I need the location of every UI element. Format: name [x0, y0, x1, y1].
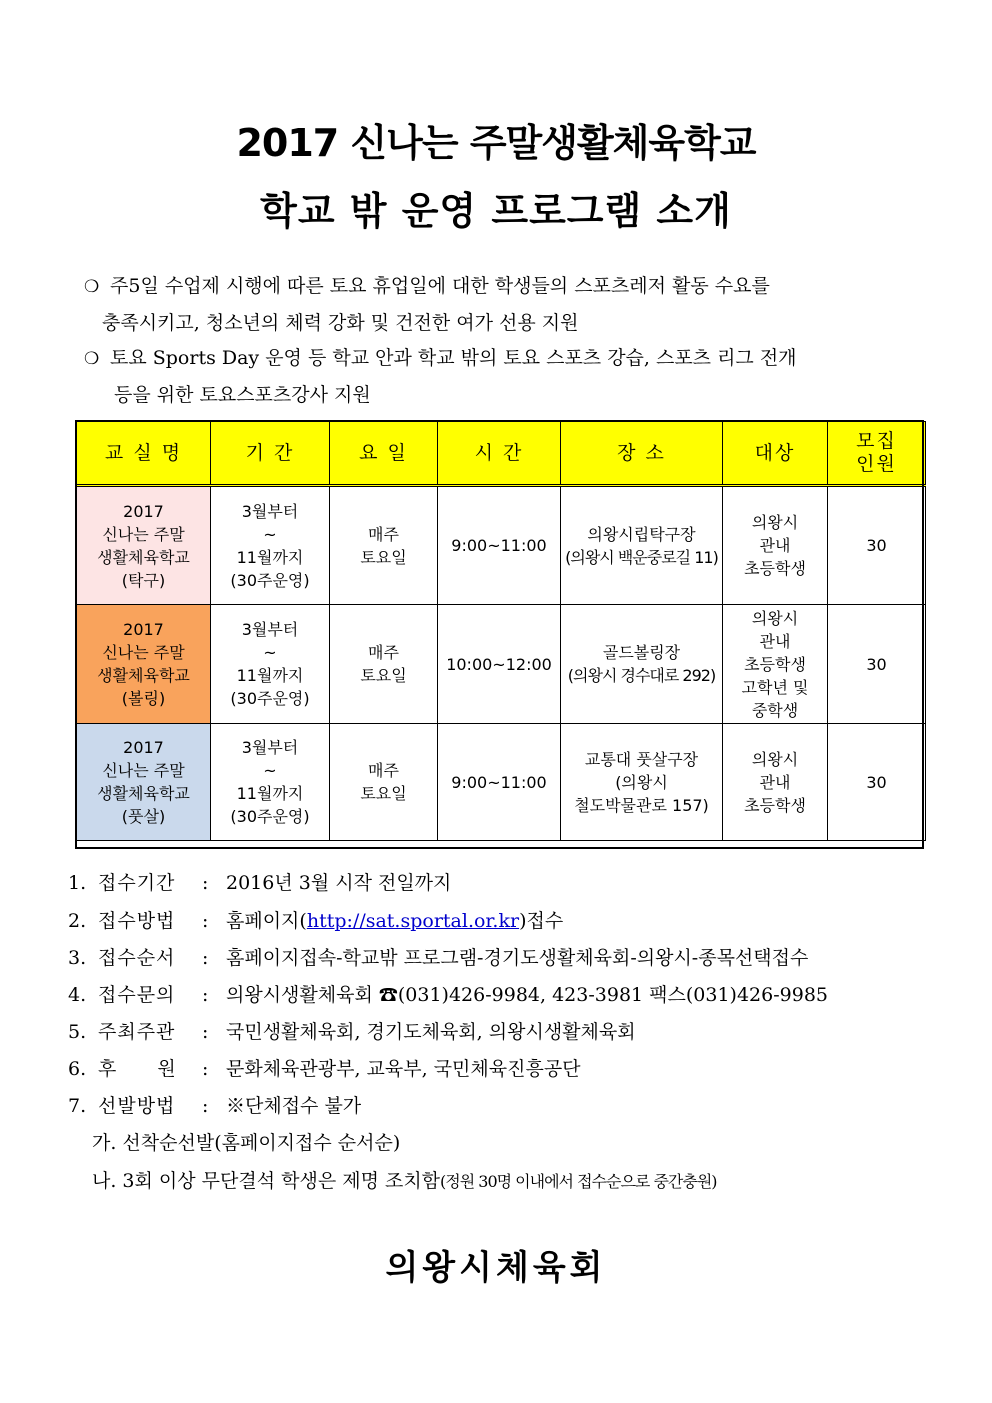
info-item-selection: 7. 선발방법 : ※단체접수 불가: [68, 1095, 362, 1117]
cell-capacity: 30: [828, 486, 926, 605]
header-capacity: 모집 인원: [828, 422, 926, 486]
intro-item-2-line1: 토요 Sports Day 운영 등 학교 안과 학교 밖의 토요 스포츠 강습, 스포츠 리그 전개: [110, 347, 797, 369]
intro-item-2: [84, 340, 926, 413]
intro-item-1-line2: 충족시키고, 청소년의 체력 강화 및 건전한 여가 선용 지원: [102, 312, 579, 334]
table-row: [77, 605, 926, 724]
header-class-name: 교 실 명: [77, 422, 211, 486]
info-item-host: 5. 주최주관 : 국민생활체육회, 경기도체육회, 의왕시생활체육회: [68, 1021, 636, 1043]
circle-bullet-icon: ❍: [84, 277, 100, 297]
cell-day: 매주 토요일: [330, 724, 438, 841]
selection-note-a: 가. 선착순선발(홈페이지접수 순서순): [92, 1132, 401, 1154]
cell-time: 10:00~12:00: [438, 605, 561, 724]
header-target: 대상: [723, 422, 828, 486]
cell-class-name: 2017 신나는 주말 생활체육학교 (탁구): [77, 486, 211, 605]
page-subtitle: 학교 밖 운영 프로그램 소개: [260, 189, 732, 233]
cell-time: 9:00~11:00: [438, 486, 561, 605]
header-day: 요 일: [330, 422, 438, 486]
cell-period: 3월부터 ~ 11월까지 (30주운영): [211, 605, 330, 724]
cell-target: 의왕시 관내 초등학생: [723, 724, 828, 841]
cell-place: 의왕시립탁구장 (의왕시 백운중로길 11): [561, 486, 723, 605]
info-item-method: 2. 접수방법 : 홈페이지(http://sat.sportal.or.kr)접수: [68, 910, 564, 932]
selection-note-b: 나. 3회 이상 무단결석 학생은 제명 조치함(정원 30명 이내에서 접수순으로 중간충원): [92, 1170, 717, 1192]
info-item-sponsor: 6. 후 원 : 문화체육관광부, 교육부, 국민체육진흥공단: [68, 1058, 581, 1080]
header-period: 기 간: [211, 422, 330, 486]
cell-place: 골드볼링장 (의왕시 경수대로 292): [561, 605, 723, 724]
homepage-link[interactable]: http://sat.sportal.or.kr: [306, 910, 520, 932]
cell-class-name: 2017 신나는 주말 생활체육학교 (볼링): [77, 605, 211, 724]
cell-period: 3월부터 ~ 11월까지 (30주운영): [211, 486, 330, 605]
cell-capacity: 30: [828, 724, 926, 841]
cell-target: 의왕시 관내 초등학생: [723, 486, 828, 605]
header-place: 장 소: [561, 422, 723, 486]
table-row: [77, 486, 926, 605]
circle-bullet-icon: ❍: [84, 349, 100, 369]
cell-day: 매주 토요일: [330, 486, 438, 605]
cell-time: 9:00~11:00: [438, 724, 561, 841]
intro-item-1-line1: 주5일 수업제 시행에 따른 토요 휴업일에 대한 학생들의 스포츠레저 활동 수요를: [110, 275, 770, 297]
cell-period: 3월부터 ~ 11월까지 (30주운영): [211, 724, 330, 841]
intro-item-2-line2: 등을 위한 토요스포츠강사 지원: [114, 384, 371, 406]
cell-place: 교통대 풋살구장 (의왕시 철도박물관로 157): [561, 724, 723, 841]
cell-day: 매주 토요일: [330, 605, 438, 724]
cell-target: 의왕시 관내 초등학생 고학년 및 중학생: [723, 605, 828, 724]
header-time: 시 간: [438, 422, 561, 486]
cell-class-name: 2017 신나는 주말 생활체육학교 (풋살): [77, 724, 211, 841]
cell-capacity: 30: [828, 605, 926, 724]
program-table: [76, 421, 926, 841]
table-header-row: [77, 422, 926, 486]
info-item-period: 1. 접수기간 : 2016년 3월 시작 전일까지: [68, 872, 452, 894]
page-title: 2017 신나는 주말생활체육학교: [236, 121, 756, 165]
intro-item-1: [84, 268, 926, 341]
table-row: [77, 724, 926, 841]
info-item-order: 3. 접수순서 : 홈페이지접속-학교밖 프로그램-경기도생활체육회-의왕시-종목선택접수: [68, 947, 809, 969]
organization-name: 의왕시체육회: [385, 1248, 607, 1288]
info-item-contact: 4. 접수문의 : 의왕시생활체육회 ☎(031)426-9984, 423-3981 팩스(031)426-9985: [68, 984, 828, 1006]
